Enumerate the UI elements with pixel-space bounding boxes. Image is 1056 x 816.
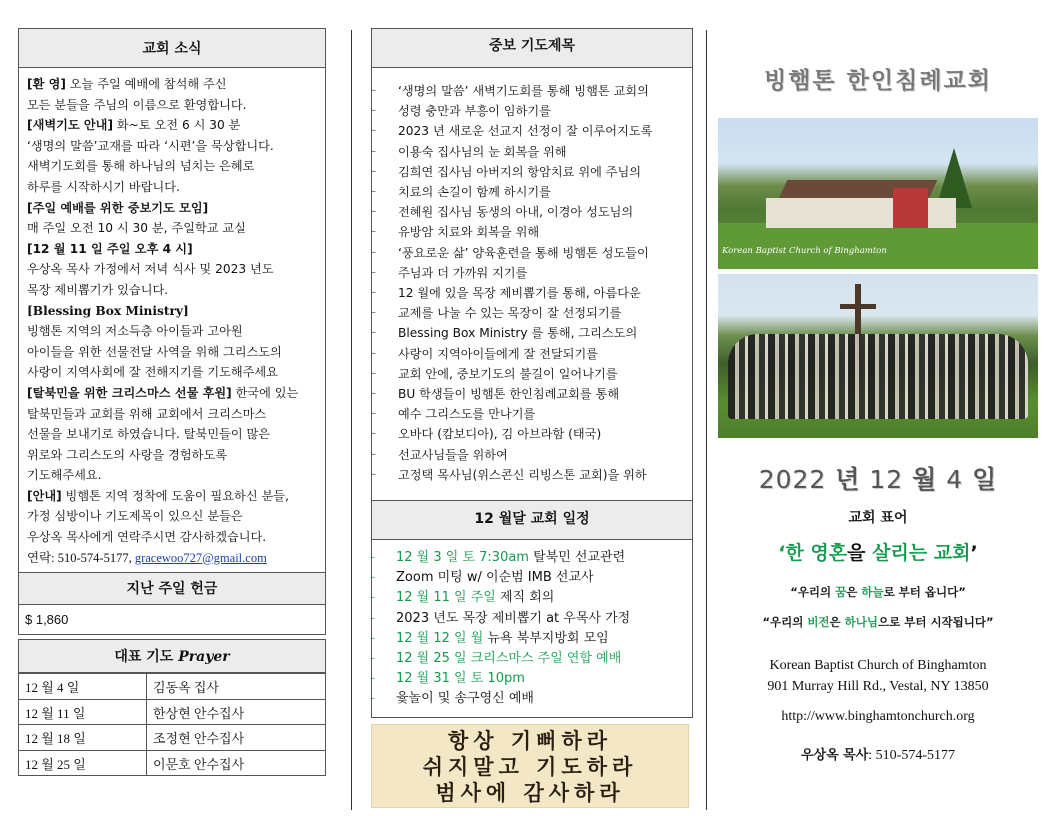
date-year: 2022 bbox=[758, 465, 827, 494]
pastor-contact bbox=[716, 744, 1040, 764]
prayer-title: 대표 기도 bbox=[114, 649, 174, 666]
dash-bullet-icon: – bbox=[371, 307, 376, 319]
dash-bullet-icon: – bbox=[371, 246, 376, 258]
intercession-item: – 사랑이 지역아이들에게 잘 전달되기를 bbox=[372, 344, 688, 364]
news-line: 아이들을 위한 선물전달 사역을 위해 그리스도의 bbox=[27, 344, 282, 359]
intercession-item: – 주님과 더 가까워 지기를 bbox=[372, 263, 688, 283]
news-line: 가정 심방이나 기도제목이 있으신 분들은 bbox=[27, 509, 243, 524]
news-line: [주일 예배를 위한 중보기도 모임] bbox=[27, 200, 209, 215]
dash-bullet-icon: – bbox=[370, 552, 375, 563]
intercession-item: – 선교사님들을 위하여 bbox=[372, 445, 688, 465]
news-line: 우상옥 목사에게 연락주시면 감사하겠습니다. bbox=[27, 530, 267, 545]
congregation-photo bbox=[718, 274, 1038, 438]
news-line: 모든 분들을 주님의 이름으로 환영합니다. bbox=[27, 97, 247, 112]
contact-line bbox=[27, 548, 319, 569]
email-link[interactable]: gracewoo727@gmail.com bbox=[134, 550, 267, 565]
prayer-row bbox=[19, 699, 326, 725]
news-section bbox=[18, 68, 326, 573]
prayer-date: 12 월 18 일 bbox=[19, 725, 147, 751]
prayer-header bbox=[18, 639, 326, 673]
motto-part-4: ’ bbox=[970, 542, 978, 564]
middle-column bbox=[371, 28, 693, 718]
motto-part-2: 을 bbox=[847, 542, 866, 564]
intercession-header: 중보 기도제목 bbox=[371, 28, 693, 68]
schedule-header: 12 월달 교회 일정 bbox=[371, 500, 693, 540]
schedule-item: – 12 월 12 일 월 뉴욕 북부지방회 모임 bbox=[372, 629, 692, 649]
dash-bullet-icon: – bbox=[371, 266, 376, 278]
pastor-phone: : 510-574-5177 bbox=[868, 748, 956, 763]
prayer-leader: 한상현 안수집사 bbox=[147, 699, 326, 725]
intercession-item: – 12 월에 있을 목장 제비뽑기를 통해, 아름다운 bbox=[372, 283, 688, 303]
intercession-item: – 전혜원 집사님 동생의 아내, 이경아 성도님의 bbox=[372, 202, 688, 222]
intercession-item: – BU 학생들이 빙햄톤 한인침례교회를 통해 bbox=[372, 384, 688, 404]
intercession-item: – 오바다 (캄보디아), 김 아브라함 (태국) bbox=[372, 424, 688, 444]
intercession-item: – 김희연 집사님 아버지의 항암치료 위에 주님의 bbox=[372, 162, 688, 182]
motto-label: 교회 표어 bbox=[848, 510, 908, 526]
news-line: [탈북민을 위한 크리스마스 선물 후원] 한국에 있는 bbox=[27, 385, 299, 400]
dash-bullet-icon: – bbox=[371, 165, 376, 177]
intercession-item: – 교회 안에, 중보기도의 불길이 일어나기를 bbox=[372, 364, 688, 384]
dash-bullet-icon: – bbox=[370, 673, 375, 685]
dash-bullet-icon: – bbox=[370, 653, 375, 665]
divider-right bbox=[706, 30, 707, 810]
news-line: 빙햄톤 지역의 저소득층 아이들과 고아원 bbox=[27, 324, 243, 339]
church-building-photo bbox=[718, 118, 1038, 269]
dash-bullet-icon: – bbox=[371, 448, 376, 460]
prayer-row bbox=[19, 725, 326, 751]
prayer-row bbox=[19, 750, 326, 776]
intercession-item: – 치료의 손길이 함께 하시기를 bbox=[372, 182, 688, 202]
intercession-item: – 고정택 목사님(위스콘신 리빙스톤 교회)을 위하 bbox=[372, 465, 688, 485]
church-name-kr: 빙햄톤 한인침례교회 bbox=[764, 68, 992, 94]
photo-caption: Korean Baptist Church of Binghamton bbox=[722, 246, 887, 256]
schedule-item: – 12 월 3 일 토 7:30am 탈북민 선교관련 bbox=[372, 548, 692, 568]
schedule-list bbox=[371, 540, 693, 718]
news-line: [12 월 11 일 주일 오후 4 시] bbox=[27, 241, 193, 256]
dash-bullet-icon: – bbox=[370, 632, 375, 644]
news-line: 하루를 시작하시기 바랍니다. bbox=[27, 179, 180, 194]
schedule-item: – 12 월 25 일 크리스마스 주일 연합 예배 bbox=[372, 649, 692, 669]
prayer-date: 12 월 4 일 bbox=[19, 674, 147, 700]
news-line: 우상옥 목사 가정에서 저녁 식사 및 2023 년도 bbox=[27, 262, 274, 277]
date-month: 12 bbox=[869, 465, 904, 494]
pastor-name: 우상옥 목사 bbox=[800, 748, 869, 763]
dash-bullet-icon: – bbox=[370, 572, 375, 584]
intercession-item: – ‘생명의 말씀’ 새벽기도회를 통해 빙햄톤 교회의 bbox=[372, 81, 688, 101]
dash-bullet-icon: – bbox=[371, 125, 376, 137]
dash-bullet-icon: – bbox=[371, 408, 376, 420]
date-day-unit: 일 bbox=[972, 465, 998, 494]
motto-part-3: 살리는 교회 bbox=[865, 542, 971, 564]
dash-bullet-icon: – bbox=[371, 347, 376, 359]
dash-bullet-icon: – bbox=[371, 327, 376, 339]
prayer-date: 12 월 11 일 bbox=[19, 699, 147, 725]
news-line: 위로와 그리스도의 사랑을 경험하도록 bbox=[27, 447, 227, 462]
intercession-item: – 이용숙 집사님의 눈 회복을 위해 bbox=[372, 142, 688, 162]
dash-bullet-icon: – bbox=[371, 206, 376, 218]
intercession-item: – Blessing Box Ministry 를 통해, 그리스도의 bbox=[372, 323, 688, 343]
church-address: 901 Murray Hill Rd., Vestal, NY 13850 bbox=[767, 679, 989, 694]
motto-part-1: ‘한 영혼 bbox=[778, 542, 848, 564]
schedule-item: – 윷놀이 및 송구영신 예배 bbox=[372, 689, 692, 709]
dash-bullet-icon: – bbox=[371, 428, 376, 440]
dash-bullet-icon: – bbox=[371, 468, 376, 480]
prayer-row bbox=[19, 674, 326, 700]
schedule-item: – Zoom 미팅 w/ 이순범 IMB 선교사 bbox=[372, 568, 692, 588]
dash-bullet-icon: – bbox=[371, 388, 376, 400]
right-column bbox=[716, 28, 1040, 808]
dash-bullet-icon: – bbox=[371, 287, 376, 299]
dash-bullet-icon: – bbox=[371, 85, 376, 96]
divider-left bbox=[351, 30, 352, 810]
intercession-list bbox=[371, 68, 693, 500]
dash-bullet-icon: – bbox=[371, 105, 376, 117]
schedule-item: – 2023 년도 목장 제비뽑기 at 우목사 가정 bbox=[372, 609, 692, 629]
news-header: 교회 소식 bbox=[18, 28, 326, 68]
contact-prefix: 연락: 510-574-5177, bbox=[27, 550, 135, 565]
intercession-item: – ‘풍요로운 삶’ 양육훈련을 통해 빙햄톤 성도들이 bbox=[372, 243, 688, 263]
dash-bullet-icon: – bbox=[370, 612, 375, 624]
church-motto bbox=[716, 538, 1040, 565]
dream-quote: “우리의 꿈은 하늘로 부터 옵니다” bbox=[790, 585, 966, 599]
dash-bullet-icon: – bbox=[371, 145, 376, 157]
banner-line-1: 항상 기뻐하라 bbox=[447, 728, 613, 753]
prayer-leader: 김동옥 집사 bbox=[147, 674, 326, 700]
news-line: 목장 제비뽑기가 있습니다. bbox=[27, 282, 169, 297]
intercession-item: – 2023 년 새로운 선교지 선정이 잘 이루어지도록 bbox=[372, 121, 688, 141]
dash-bullet-icon: – bbox=[371, 367, 376, 379]
news-line: [새벽기도 안내] 화~토 오전 6 시 30 분 bbox=[27, 118, 241, 133]
prayer-table bbox=[18, 673, 326, 776]
news-line: 선물을 보내기로 하였습니다. 탈북민들이 많은 bbox=[27, 427, 271, 442]
prayer-leader: 조정현 안수집사 bbox=[147, 725, 326, 751]
prayer-leader: 이문호 안수집사 bbox=[147, 750, 326, 776]
news-line: ‘생명의 말씀’교재를 따라 ‘시편’을 묵상합니다. bbox=[27, 138, 274, 153]
news-line: 매 주일 오전 10 시 30 분, 주일학교 교실 bbox=[27, 221, 246, 236]
church-website[interactable]: http://www.binghamtonchurch.org bbox=[781, 709, 975, 724]
intercession-item: – 성령 충만과 부흥이 임하기를 bbox=[372, 101, 688, 121]
scripture-banner bbox=[371, 724, 689, 808]
vision-quote: “우리의 비전은 하나님으로 부터 시작됩니다” bbox=[762, 615, 994, 629]
news-line: 기도해주세요. bbox=[27, 468, 102, 483]
date-month-unit: 월 bbox=[912, 465, 938, 494]
date-day: 4 bbox=[946, 465, 964, 494]
news-line: [Blessing Box Ministry] bbox=[27, 303, 189, 318]
offering-header: 지난 주일 헌금 bbox=[18, 573, 326, 605]
intercession-item: – 예수 그리스도를 만나기를 bbox=[372, 404, 688, 424]
dash-bullet-icon: – bbox=[371, 186, 376, 198]
news-line: 사랑이 지역사회에 잘 전해지기를 기도해주세요 bbox=[27, 365, 278, 380]
banner-line-2: 쉬지말고 기도하라 bbox=[422, 754, 638, 779]
prayer-title-en: Prayer bbox=[178, 649, 230, 666]
church-name-en: Korean Baptist Church of Binghamton bbox=[769, 658, 987, 673]
date-year-unit: 년 bbox=[835, 465, 861, 494]
news-line: [환 영] 오늘 주일 예배에 참석해 주신 bbox=[27, 77, 227, 91]
prayer-date: 12 월 25 일 bbox=[19, 750, 147, 776]
offering-amount: $ 1,860 bbox=[18, 605, 326, 635]
dash-bullet-icon: – bbox=[370, 592, 375, 604]
left-column bbox=[18, 28, 326, 776]
dash-bullet-icon: – bbox=[370, 693, 375, 705]
intercession-item: – 교제를 나눌 수 있는 목장이 잘 선정되기를 bbox=[372, 303, 688, 323]
news-line: 새벽기도회를 통해 하나님의 넘치는 은혜로 bbox=[27, 159, 255, 174]
bulletin-date bbox=[716, 460, 1040, 496]
schedule-item: – 12 월 11 일 주일 제직 회의 bbox=[372, 588, 692, 608]
banner-line-3: 범사에 감사하라 bbox=[435, 780, 625, 805]
news-line: [안내] 빙햄톤 지역 정착에 도움이 필요하신 분들, bbox=[27, 488, 289, 503]
intercession-item: – 유방암 치료와 회복을 위해 bbox=[372, 222, 688, 242]
news-line: 탈북민들과 교회를 위해 교회에서 크리스마스 bbox=[27, 406, 267, 421]
schedule-item: – 12 월 31 일 토 10pm bbox=[372, 669, 692, 689]
dash-bullet-icon: – bbox=[371, 226, 376, 238]
